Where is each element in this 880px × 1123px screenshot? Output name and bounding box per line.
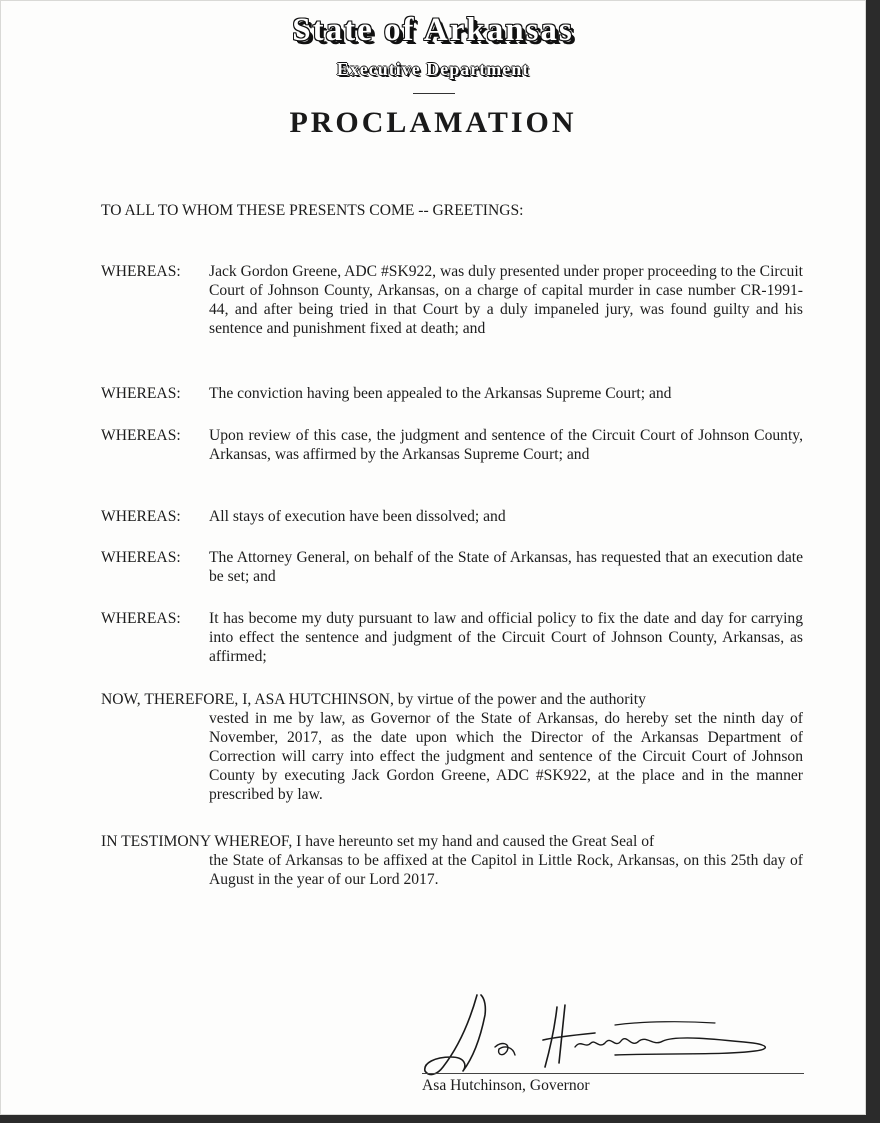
now-therefore-text: vested in me by law, as Governor of the State of Arkansas, do hereby set the ninth day of November, 2017, as the date upon which the Director of the Arkansas Department of Correction will carry into effect the judgment and sentence of the Circuit Court of Johnson County by executing Jack Gordon Greene, ADC #SK922, at the place and in the manner prescribed by law. xyxy=(209,710,803,803)
testimony-first-line: IN TESTIMONY WHEREOF, I have hereunto set my hand and caused the Great Seal of xyxy=(101,833,655,850)
whereas-text: It has become my duty pursuant to law and official policy to fix the date and day for carrying into effect the sentence and judgment of the Circuit Court of Johnson County, Arkansas, as affirmed; xyxy=(209,610,803,665)
signatory-name: Asa Hutchinson, Governor xyxy=(422,1077,590,1094)
department-heading: Executive Department xyxy=(336,59,530,79)
greeting: TO ALL TO WHOM THESE PRESENTS COME -- GREETINGS: xyxy=(101,202,524,219)
testimony-text: the State of Arkansas to be affixed at the Capitol in Little Rock, Arkansas, on this 25th day of August in the year of our Lord 2017. xyxy=(209,852,803,888)
proclamation-title: PROCLAMATION xyxy=(289,106,577,139)
whereas-text: Upon review of this case, the judgment and sentence of the Circuit Court of Johnson County, Arkansas, was affirmed by the Arkansas Supreme Court; and xyxy=(209,427,803,463)
whereas-label: WHEREAS: xyxy=(101,427,181,444)
whereas-text: The conviction having been appealed to the Arkansas Supreme Court; and xyxy=(209,385,672,402)
scan-edge-right xyxy=(866,0,880,1123)
whereas-text: All stays of execution have been dissolved; and xyxy=(209,508,506,525)
whereas-label: WHEREAS: xyxy=(101,549,181,566)
state-heading: State of Arkansas xyxy=(292,12,574,48)
whereas-label: WHEREAS: xyxy=(101,263,181,280)
signature-line xyxy=(422,1073,804,1074)
whereas-label: WHEREAS: xyxy=(101,508,181,525)
whereas-text: The Attorney General, on behalf of the State of Arkansas, has requested that an execution date be set; and xyxy=(209,549,803,585)
whereas-label: WHEREAS: xyxy=(101,610,181,627)
now-therefore-first-line: NOW, THEREFORE, I, ASA HUTCHINSON, by virtue of the power and the authority xyxy=(101,691,646,708)
scan-edge-bottom xyxy=(0,1115,880,1123)
whereas-label: WHEREAS: xyxy=(101,385,181,402)
whereas-text: Jack Gordon Greene, ADC #SK922, was duly presented under proper proceeding to the Circuit Court of Johnson County, Arkansas, on a charge of capital murder in case number CR-1991-44, and after being tried in that Court by a duly impaneled jury, was found guilty and his sentence and punishment fixed at death; and xyxy=(209,263,803,337)
governor-signature xyxy=(415,985,815,1085)
heading-divider xyxy=(413,93,455,94)
